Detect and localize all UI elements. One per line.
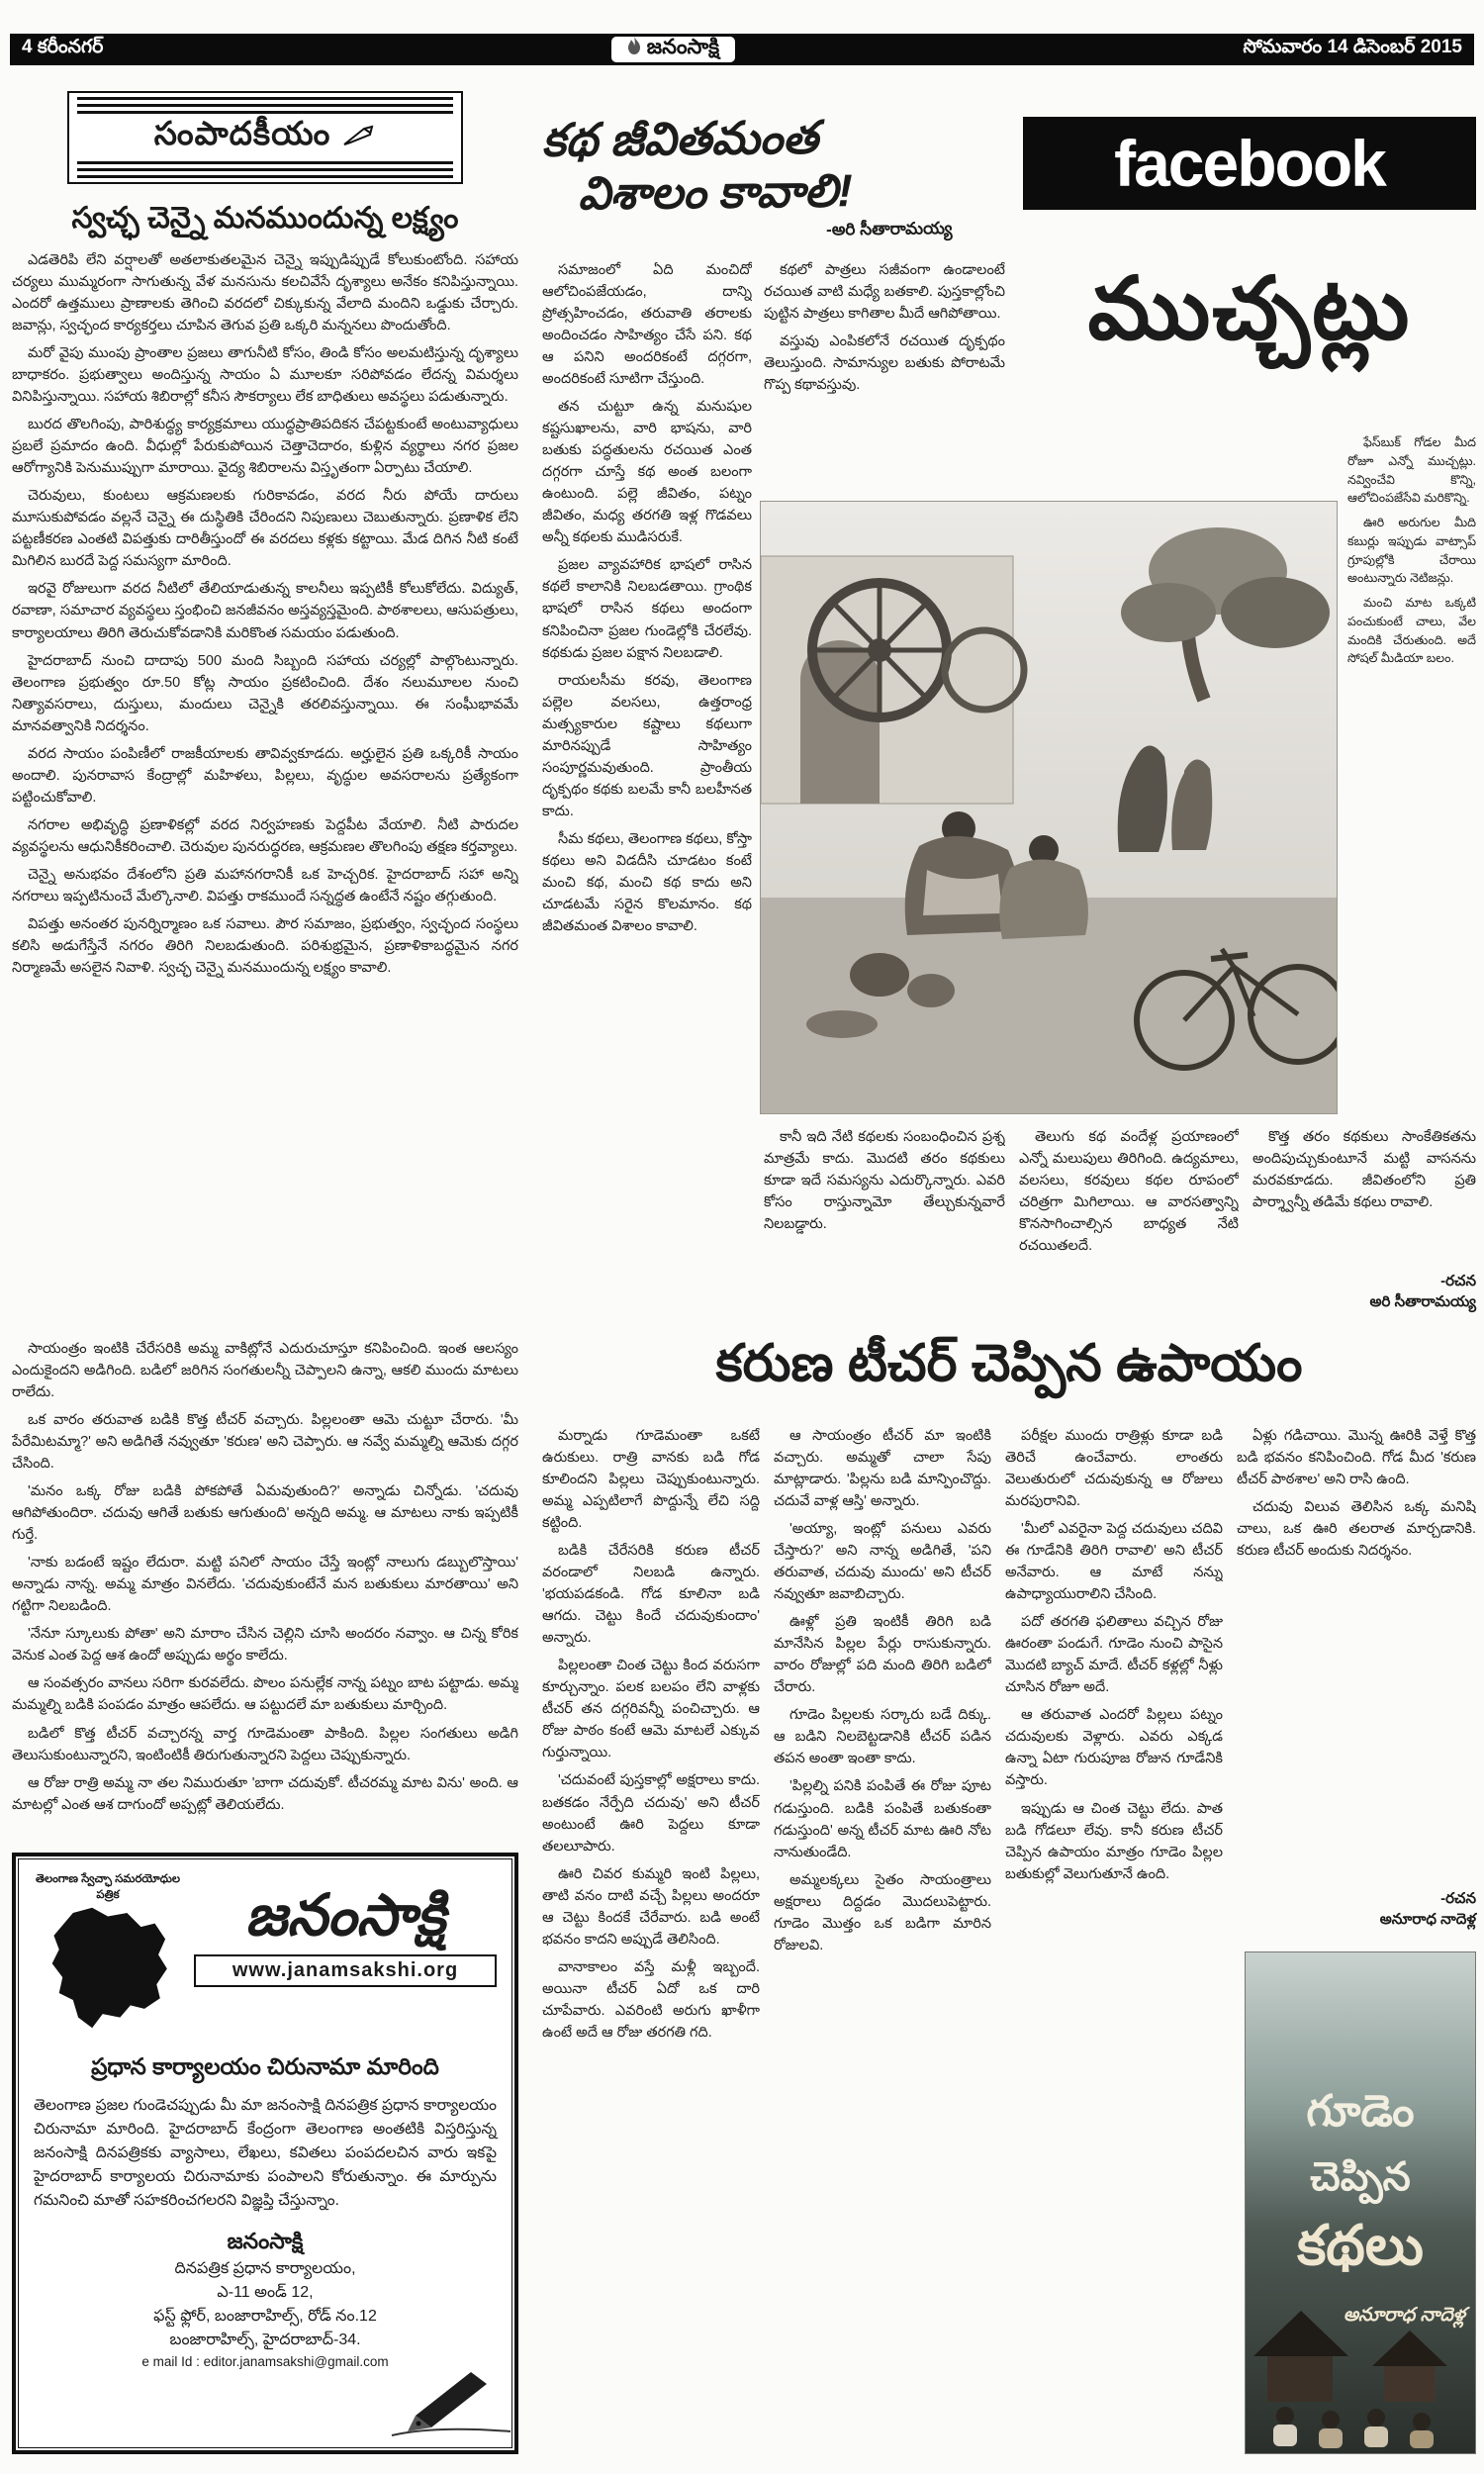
teacher-story-headline: కరుణ టీచర్ చెప్పిన ఉపాయం bbox=[715, 1335, 1303, 1392]
credit-author: అనూరాధ నాదెళ్ల bbox=[1379, 1911, 1476, 1928]
paragraph: 'పిల్లల్ని పనికి పంపితే ఈ రోజు పూట గడుస్తుంది. బడికి పంపితే బతుకంతా గడుస్తుంది' అన్న టీచర్ మాట ఊరి నోట నానుతుండేది. bbox=[774, 1778, 991, 1860]
main-story-byline: -అరి సీతారామయ్య bbox=[826, 218, 953, 238]
muchchatlu-snippets bbox=[1347, 433, 1476, 1114]
paragraph: తన చుట్టూ ఉన్న మనుషుల కష్టసుఖాలను, వారి భాషను, వారి బతుకు పద్ధతులను రచయిత ఎంత దగ్గరగా చూస్తే కథ అంత బలంగా ఉంటుంది. పల్లె జీవితం, పట్నం జీవితం, మధ్య తరగతి ఇళ్ల గొడవలు అన్నీ కథలకు ముడిసరుకే. bbox=[542, 399, 752, 546]
ad-tagline: తెలంగాణ స్వేచ్ఛా సమరయోధుల పత్రిక bbox=[36, 1873, 180, 1901]
masthead-bar bbox=[10, 34, 1474, 65]
paragraph: ఎ-11 అండ్ 12, bbox=[217, 2284, 314, 2302]
paragraph: బడికి చేరేసరికి కరుణ టీచర్ వరండాలో నిలబడి ఉన్నారు. 'భయపడకండి. గోడ కూలినా బడి ఆగదు. చెట్టు కిందే చదువుకుందాం' అన్నారు. bbox=[542, 1543, 760, 1647]
paragraph: చెన్నై అనుభవం దేశంలోని ప్రతి మహానగరానికీ ఒక హెచ్చరిక. హైదరాబాద్ సహా అన్ని నగరాలు ఇప్పటినుంచే మేల్కొనాలి. విపత్తు రాకముందే సన్నద్ధత ఉంటేనే నష్టం తగ్గుతుంది. bbox=[12, 866, 518, 904]
paragraph: సమాజంలో ఏది మంచిదో ఆలోచింపజేయడం, దాన్ని ప్రోత్సహించడం, తరువాతి తరాలకు అందించడం సాహిత్యం చేసే పని. కథ ఆ పనిని అందరికంటే దగ్గరగా, అందరికంటే సూటిగా చేస్తుంది. bbox=[542, 262, 752, 388]
paragraph: ప్రజల వ్యావహారిక భాషలో రాసిన కథలే కాలానికి నిలబడతాయి. గ్రాంథిక భాషలో రాసిన కథలు అందంగా కనిపించినా ప్రజల గుండెల్లోకి చేరలేవు. కథకుడు ప్రజల పక్షాన నిలబడాలి. bbox=[542, 557, 752, 661]
edition-label bbox=[22, 37, 103, 62]
paragraph: అమ్మలక్కలు సైతం సాయంత్రాలు అక్షరాలు దిద్దడం మొదలుపెట్టారు. గూడెం మొత్తం ఒక బడిగా మారిన రోజులవి. bbox=[774, 1871, 991, 1953]
paragraph: గూడెం పిల్లలకు సర్కారు బడే దిక్కు. ఆ బడిని నిలబెట్టడానికి టీచర్ పడిన తపన అంతా ఇంతా కాదు. bbox=[774, 1707, 991, 1767]
paragraph: కొత్త తరం కథకులు సాంకేతికతను అందిపుచ్చుకుంటూనే మట్టి వాసనను మరవకూడదు. జీవితంలోని ప్రతి పార్శ్వాన్నీ తడిమే కథలు రావాలి. bbox=[1252, 1129, 1476, 1211]
paragraph: మరో వైపు ముంపు ప్రాంతాల ప్రజలు తాగునీటి కోసం, తిండి కోసం అలమటిస్తున్న దృశ్యాలు బాధాకరం. ప్రభుత్వాలు అందిస్తున్న సాయం ఏ మూలకూ సరిపోవడం లేదన్న విమర్శలు వినిపిస్తున్నాయి. సహాయ శిబిరాల్లో కనీస సౌకర్యాలు లేక బాధితులు అవస్థలు పడుతున్నారు. bbox=[12, 345, 518, 406]
facebook-logo-box bbox=[1023, 117, 1476, 210]
paragraph: ఆ తరువాత ఎందరో పిల్లలు పట్నం చదువులకు వెళ్లారు. ఎవరు ఎక్కడ ఉన్నా ఏటా గురుపూజ రోజున గూడేనికి వస్తారు. bbox=[1005, 1707, 1223, 1789]
credit-label: -రచన bbox=[1440, 1890, 1476, 1907]
main-story-column-b bbox=[764, 259, 1005, 493]
ad-notice-title: ప్రధాన కార్యాలయం చిరునామా మారింది bbox=[91, 2053, 439, 2079]
paragraph: వస్తువు ఎంపికలోనే రచయిత దృక్పథం తెలుస్తుంది. సామాన్యుల బతుకు పోరాటమే గొప్ప కథావస్తువు. bbox=[764, 333, 1005, 394]
paragraph: ఎడతెరిపి లేని వర్షాలతో అతలాకుతలమైన చెన్నై ఇప్పుడిప్పుడే కోలుకుంటోంది. సహాయ చర్యలు ముమ్మరంగా సాగుతున్న వేళ మనసును కలచివేసే దృశ్యాలు అనేకం కనిపిస్తున్నాయి. ఎందరో ఉత్తములు ప్రాణాలకు తెగించి వరదలో చిక్కుకున్న వేలాది మందిని ఒడ్డుకు చేర్చారు. జవాన్లు, స్వచ్ఛంద కార్యకర్తలు చూపిన తెగువ ప్రతి ఒక్కరి మన్ననలు పొందుతోంది. bbox=[12, 252, 518, 334]
editorial-section-box bbox=[67, 91, 463, 184]
paragraph: ఆ రోజు రాత్రి అమ్మ నా తల నిమురుతూ 'బాగా చదువుకో. టీచరమ్మ మాట విను' అంది. ఆ మాటల్లో ఎంత ఆశ దాగుందో అప్పట్లో తెలియలేదు. bbox=[12, 1774, 518, 1813]
paragraph: e mail Id : editor.janamsakshi@gmail.com bbox=[141, 2354, 389, 2370]
paragraph: ఫస్ట్ ఫ్లోర్, బంజారాహిల్స్, రోడ్ నం.12 bbox=[153, 2308, 377, 2326]
main-story-title-line2: విశాలం కావాలి! bbox=[577, 164, 854, 220]
paragraph: ఊరి చివర కుమ్మరి ఇంటి పిల్లలు, తాటి వనం దాటి వచ్చే పిల్లలు అందరూ ఆ చెట్టు కిందకే చేరేవారు. బడి అంటే భవనం కాదని అప్పుడే తెలిసింది. bbox=[542, 1865, 760, 1948]
teacher-story-col3 bbox=[1005, 1425, 1223, 2454]
edition-name: కరీంనగర్ bbox=[37, 37, 104, 57]
book-title-line3: కథలు bbox=[1297, 2214, 1424, 2276]
paragraph: 'చదువంటే పుస్తకాల్లో అక్షరాలు కాదు. బతకడం నేర్పేది చదువు' అని టీచర్ అంటుంటే ఊరి పెద్దలు కూడా తలలూపారు. bbox=[542, 1772, 760, 1855]
left-column-story bbox=[12, 1338, 518, 1841]
book-title-line1: గూడెం bbox=[1306, 2087, 1415, 2136]
paragraph: బురద తొలగింపు, పారిశుద్ధ్య కార్యక్రమాలు యుద్ధప్రాతిపదికన చేపట్టకుంటే అంటువ్యాధులు ప్రబలే ప్రమాదం ఉంది. వీధుల్లో పేరుకుపోయిన చెత్తాచెదారం, కుళ్లిన వ్యర్థాలు నగర ప్రజల ఆరోగ్యానికి పెనుముప్పుగా మారాయి. వైద్య శిబిరాలను విస్తృతంగా ఏర్పాటు చేయాలి. bbox=[12, 417, 518, 477]
paragraph: ఊరి అరుగుల మీది కబుర్లు ఇప్పుడు వాట్సాప్ గ్రూపుల్లోకి చేరాయి అంటున్నారు నెటిజన్లు. bbox=[1347, 516, 1476, 586]
paragraph: ఊళ్లో ప్రతి ఇంటికీ తిరిగి బడి మానేసిన పిల్లల పేర్లు రాసుకున్నారు. వారం రోజుల్లో పది మంది తిరిగి బడిలో చేరారు. bbox=[774, 1614, 991, 1696]
paragraph: సాయంత్రం ఇంటికి చేరేసరికి అమ్మ వాకిట్లోనే ఎదురుచూస్తూ కనిపించింది. ఇంత ఆలస్యం ఎందుకైందని అడిగింది. బడిలో జరిగిన సంగతులన్నీ చెప్పాలని ఉన్నా, ఆకలి ముందు మాటలు రాలేదు. bbox=[12, 1341, 518, 1401]
masthead-logo bbox=[611, 37, 735, 62]
book-title-line2: చెప్పిన bbox=[1310, 2155, 1411, 2199]
paragraph: వరద సాయం పంపిణీలో రాజకీయాలకు తావివ్వకూడదు. అర్హులైన ప్రతి ఒక్కరికీ సాయం అందాలి. పునరావాస కేంద్రాల్లో మహిళలు, పిల్లలు, వృద్ధుల అవసరాలను ప్రత్యేకంగా పట్టించుకోవాలి. bbox=[12, 745, 518, 806]
paragraph: చెరువులు, కుంటలు ఆక్రమణలకు గురికావడం, వరద నీరు పోయే దారులు మూసుకుపోవడం వల్లనే చెన్నై ఈ దుస్థితికి చేరిందని నిపుణులు చెబుతున్నారు. ప్రణాళిక లేని పట్టణీకరణ ఎంతటి విపత్తుకు దారితీస్తుందో ఈ వరదలు కళ్లకు కట్టాయి. మేడ దిగిన నీటి కంటే మిగిలిన బురదే పెద్ద సమస్యగా మారింది. bbox=[12, 488, 518, 570]
paragraph: రాయలసీమ కరవు, తెలంగాణ పల్లెల వలసలు, ఉత్తరాంధ్ర మత్స్యకారుల కష్టాలు కథలుగా మారినప్పుడే సాహిత్యం సంపూర్ణమవుతుంది. ప్రాంతీయ దృక్పథం కథకు బలమే కానీ బలహీనత కాదు. bbox=[542, 672, 752, 819]
paragraph: ఏళ్లు గడిచాయి. మొన్న ఊరికి వెళ్తే కొత్త బడి భవనం కనిపించింది. గోడ మీద 'కరుణ టీచర్ పాఠశాల' అని రాసి ఉంది. bbox=[1237, 1428, 1476, 1488]
ad-notice-body: తెలంగాణ ప్రజల గుండెచప్పుడు మీ మా జనంసాక్షి దినపత్రిక ప్రధాన కార్యాలయం చిరునామా మారింది. హైదరాబాద్ కేంద్రంగా తెలంగాణ అంతటికి విస్తరిస్తున్న జనంసాక్షి దినపత్రికకు వ్యాసాలు, లేఖలు, కవితలు పంపదలచిన వారు ఇకపై హైదరాబాద్ కార్యాలయ చిరునామాకు పంపాలని కోరుతున్నాం. ఈ మార్పును గమనించి మాతో సహకరించగలరని విజ్ఞప్తి చేస్తున్నాం. bbox=[34, 2097, 497, 2210]
flame-icon bbox=[627, 37, 641, 62]
editorial-body bbox=[12, 249, 518, 1328]
paragraph: కానీ ఇది నేటి కథలకు సంబంధించిన ప్రశ్న మాత్రమే కాదు. మొదటి తరం కథకులు కూడా ఇదే సమస్యను ఎదుర్కొన్నారు. ఎవరి కోసం రాస్తున్నామో తేల్చుకున్నవారే నిలబడ్డారు. bbox=[764, 1129, 1005, 1233]
paragraph: ఫేస్‌బుక్ గోడల మీద రోజూ ఎన్నో ముచ్చట్లు. నవ్వించేవి కొన్ని, ఆలోచింపజేసేవి మరికొన్ని. bbox=[1347, 435, 1476, 506]
main-story-title bbox=[541, 109, 1007, 246]
paragraph: బడిలో కొత్త టీచర్ వచ్చారన్న వార్త గూడెమంతా పాకింది. పిల్లల సంగతులు అడిగి తెలుసుకుంటున్నారని, ఇంటింటికీ తిరుగుతున్నారని పెద్దలు చెప్పుకున్నారు. bbox=[12, 1725, 518, 1763]
paragraph: సీమ కథలు, తెలంగాణ కథలు, కోస్తా కథలు అని విడదీసి చూడటం కంటే మంచి కథ, మంచి కథ కాదు అని చూడటమే సరైన కొలమానం. కథ జీవితమంత విశాలం కావాలి. bbox=[542, 830, 752, 934]
pen-nib-icon bbox=[342, 125, 376, 151]
telangana-map-icon bbox=[46, 2024, 169, 2041]
facebook-logo-text: facebook bbox=[1114, 127, 1385, 200]
main-story-bottom-col1 bbox=[764, 1126, 1005, 1320]
credit-author: అరి సీతారామయ్య bbox=[1369, 1293, 1476, 1310]
stripe-ornament-top bbox=[77, 97, 453, 114]
paragraph: విపత్తు అనంతర పునర్నిర్మాణం ఒక సవాలు. పౌర సమాజం, ప్రభుత్వం, స్వచ్ఛంద సంస్థలు కలిసి అడుగేస్తేనే నగరం తిరిగి నిలబడుతుంది. పరిశుభ్రమైన, ప్రణాళికాబద్ధమైన నగర నిర్మాణమే అసలైన నివాళి. స్వచ్ఛ చెన్నై మనముందున్న లక్ష్యం కావాలి. bbox=[12, 915, 518, 976]
teacher-story-col2 bbox=[774, 1425, 991, 2454]
paragraph: పదో తరగతి ఫలితాలు వచ్చిన రోజు ఊరంతా పండుగే. గూడెం నుంచి పాసైన మొదటి బ్యాచ్ మాదే. టీచర్ కళ్లల్లో నీళ్లు చూసిన రోజూ అదే. bbox=[1005, 1614, 1223, 1696]
paragraph: బంజారాహిల్స్, హైదరాబాద్-34. bbox=[169, 2331, 361, 2349]
main-story-bottom-col2 bbox=[1019, 1126, 1239, 1320]
paragraph: 'నాకు బడంటే ఇష్టం లేదురా. మట్టి పనిలో సాయం చేస్తే ఇంట్లో నాలుగు డబ్బులొస్తాయి' అన్నాడు నాన్న. అమ్మ మాత్రం వినలేదు. 'చదువుకుంటేనే మన బతుకులు మారతాయి' అని గట్టిగా నిలబడింది. bbox=[12, 1555, 518, 1615]
editorial-section-label: సంపాదకీయం bbox=[153, 115, 331, 151]
paragraph: దినపత్రిక ప్రధాన కార్యాలయం, bbox=[174, 2260, 356, 2278]
paragraph: 'నేనూ స్కూలుకు పోతా' అని మారాం చేసిన చెల్లిని చూసి అందరం నవ్వాం. ఆ చిన్న కోరిక వెనుక ఎంత పెద్ద ఆశ ఉందో అప్పుడు అర్థం కాలేదు. bbox=[12, 1626, 518, 1665]
paragraph: పిల్లలంతా చింత చెట్టు కింద వరుసగా కూర్చున్నాం. పలక బలపం లేని వాళ్లకు టీచర్ తన దగ్గరివన్నీ పంచిచ్చారు. ఆ రోజు పాఠం కంటే ఆమె మాటలే ఎక్కువ గుర్తున్నాయి. bbox=[542, 1658, 760, 1761]
paragraph: 'మీలో ఎవరైనా పెద్ద చదువులు చదివి ఈ గూడేనికి తిరిగి రావాలి' అని టీచర్ అనేవారు. ఆ మాటే నన్ను ఉపాధ్యాయురాలిని చేసింది. bbox=[1005, 1521, 1223, 1603]
muchchatlu-title: ముచ్చట్లు bbox=[1087, 259, 1412, 357]
teacher-story-col4 bbox=[1237, 1425, 1476, 1880]
main-story-credit bbox=[1252, 1271, 1476, 1312]
main-story-column-a bbox=[542, 259, 752, 1320]
paragraph: ఆ సాయంత్రం టీచర్ మా ఇంటికి వచ్చారు. అమ్మతో చాలా సేపు మాట్లాడారు. 'పిల్లను బడి మాన్పించొద్దు. చదువే వాళ్ల ఆస్తి' అన్నారు. bbox=[774, 1428, 991, 1510]
paragraph: జనంసాక్షి bbox=[227, 2229, 304, 2254]
masthead-title: జనంసాక్షి bbox=[646, 35, 720, 58]
paragraph: వానాకాలం వస్తే మళ్లీ ఇబ్బందే. అయినా టీచర్ ఏదో ఒక దారి చూపేవారు. ఎవరింటి అరుగు ఖాళీగా ఉంటే అదే ఆ రోజు తరగతి గది. bbox=[542, 1958, 760, 2041]
paragraph: 'మనం ఒక్క రోజు బడికి పోకపోతే ఏమవుతుంది?' అన్నాడు చిన్నోడు. 'చదువు ఆగిపోతుందిరా. చదువు ఆగితే బతుకు ఆగుతుంది' అన్నది అమ్మ. ఆ మాటలు నాకు ఇప్పటికీ గుర్తే. bbox=[12, 1483, 518, 1544]
date-label: సోమవారం 14 డిసెంబర్ 2015 bbox=[1243, 37, 1462, 57]
office-address-ad bbox=[12, 1853, 518, 2454]
paragraph: ఆ సంవత్సరం వానలు సరిగా కురవలేదు. పొలం పనుల్లేక నాన్న పట్నం బాట పట్టాడు. అమ్మ మమ్మల్ని బడికి పంపడం మాత్రం ఆపలేదు. ఆ పట్టుదలే మా బతుకులు మార్చింది. bbox=[12, 1675, 518, 1714]
paragraph: ఇప్పుడు ఆ చింత చెట్టు లేదు. పాత బడి గోడలూ లేవు. కానీ కరుణ టీచర్ చెప్పిన ఉపాయం మాత్రం గూడెం పిల్లల బతుకుల్లో వెలుగుతూనే ఉంది. bbox=[1005, 1800, 1223, 1882]
writing-pen-icon bbox=[386, 2362, 514, 2446]
teacher-story-col1 bbox=[542, 1425, 760, 2454]
paragraph: పరీక్షల ముందు రాత్రిళ్లు కూడా బడి తెరిచే ఉంచేవారు. లాంతరు వెలుతురులో చదువుకున్న ఆ రోజులు మరపురానివి. bbox=[1005, 1428, 1223, 1510]
ad-address-block bbox=[34, 2225, 497, 2373]
paragraph: హైదరాబాద్ నుంచి దాదాపు 500 మంది సిబ్బంది సహాయ చర్యల్లో పాల్గొంటున్నారు. తెలంగాణ ప్రభుత్వం రూ.50 కోట్ల సాయం ప్రకటించింది. దేశం నలుమూలల నుంచి నిత్యావసరాలు, దుస్తులు, మందులు చెన్నైకి తరలివస్తున్నాయి. ఈ సంఘీభావమే మానవత్వానికి నిదర్శనం. bbox=[12, 652, 518, 734]
paragraph: తెలుగు కథ వందేళ్ల ప్రయాణంలో ఎన్నో మలుపులు తిరిగింది. ఉద్యమాలు, వలసలు, కరవులు కథల రూపంలో చరిత్రగా మిగిలాయి. ఆ వారసత్వాన్ని కొనసాగించాల్సిన బాధ్యత నేటి రచయితలదే. bbox=[1019, 1129, 1239, 1255]
ad-website[interactable]: www.janamsakshi.org bbox=[194, 1954, 497, 1987]
paragraph: చదువు విలువ తెలిసిన ఒక్క మనిషి చాలు, ఒక ఊరి తలరాత మార్చడానికి. కరుణ టీచర్ అందుకు నిదర్శనం. bbox=[1237, 1499, 1476, 1560]
paragraph: 'అయ్యా, ఇంట్లో పనులు ఎవరు చేస్తారు?' అని నాన్న అడిగితే, 'పని తరువాత, చదువు ముందు' అని టీచర్ నవ్వుతూ జవాబిచ్చారు. bbox=[774, 1521, 991, 1603]
ad-brand: జనంసాక్షి bbox=[244, 1883, 446, 1948]
book-author: అనూరాధ నాదెళ్ల bbox=[1343, 2305, 1465, 2326]
story-illustration bbox=[760, 501, 1338, 1114]
paragraph: ఇరవై రోజులుగా వరద నీటిలో తేలియాడుతున్న కాలనీలు ఇప్పటికీ కోలుకోలేదు. విద్యుత్, రవాణా, సమాచార వ్యవస్థలు స్తంభించి జనజీవనం అస్తవ్యస్తమైంది. పాఠశాలలు, ఆసుపత్రులు, కార్యాలయాలు తిరిగి తెరుచుకోవడానికి మరికొంత సమయం పడుతుంది. bbox=[12, 581, 518, 641]
paragraph: నగరాల అభివృద్ధి ప్రణాళికల్లో వరద నిర్వహణకు పెద్దపీట వేయాలి. నీటి పారుదల వ్యవస్థలను ఆధునికీకరించాలి. చెరువుల పునరుద్ధరణ, ఆక్రమణల తొలగింపు తక్షణ కర్తవ్యాలు. bbox=[12, 816, 518, 855]
editorial-headline: స్వచ్ఛ చెన్నై మనముందున్న లక్ష్యం bbox=[71, 202, 459, 235]
credit-label: -రచన bbox=[1440, 1273, 1476, 1289]
main-story-title-line1: కథ జీవితమంత bbox=[541, 111, 819, 166]
main-story-bottom-col3 bbox=[1252, 1126, 1476, 1265]
stripe-ornament-bottom bbox=[77, 161, 453, 178]
teacher-story-credit bbox=[1237, 1888, 1476, 1930]
book-ad bbox=[1245, 1951, 1476, 2454]
page-number: 4 bbox=[22, 37, 33, 57]
paragraph: మంచి మాట ఒక్కటి పంచుకుంటే చాలు, వేల మందికి చేరుతుంది. అదే సోషల్ మీడియా బలం. bbox=[1347, 596, 1476, 666]
paragraph: మర్నాడు గూడెమంతా ఒకటే ఉరుకులు. రాత్రి వానకు బడి గోడ కూలిందని పిల్లలు చెప్పుకుంటున్నారు. అమ్మ ఎప్పటిలాగే పొద్దున్నే లేచి సద్ది కట్టింది. bbox=[542, 1428, 760, 1532]
paragraph: కథలో పాత్రలు సజీవంగా ఉండాలంటే రచయిత వాటి మధ్యే బతకాలి. పుస్తకాల్లోంచి పుట్టిన పాత్రలు కాగితాల మీదే ఆగిపోతాయి. bbox=[764, 262, 1005, 323]
paragraph: ఒక వారం తరువాత బడికి కొత్త టీచర్ వచ్చారు. పిల్లలంతా ఆమె చుట్టూ చేరారు. 'మీ పేరేమిటమ్మా?' అని అడిగితే నవ్వుతూ 'కరుణ' అని చెప్పారు. ఆ నవ్వే మమ్మల్ని ఆమెకు దగ్గర చేసింది. bbox=[12, 1412, 518, 1473]
